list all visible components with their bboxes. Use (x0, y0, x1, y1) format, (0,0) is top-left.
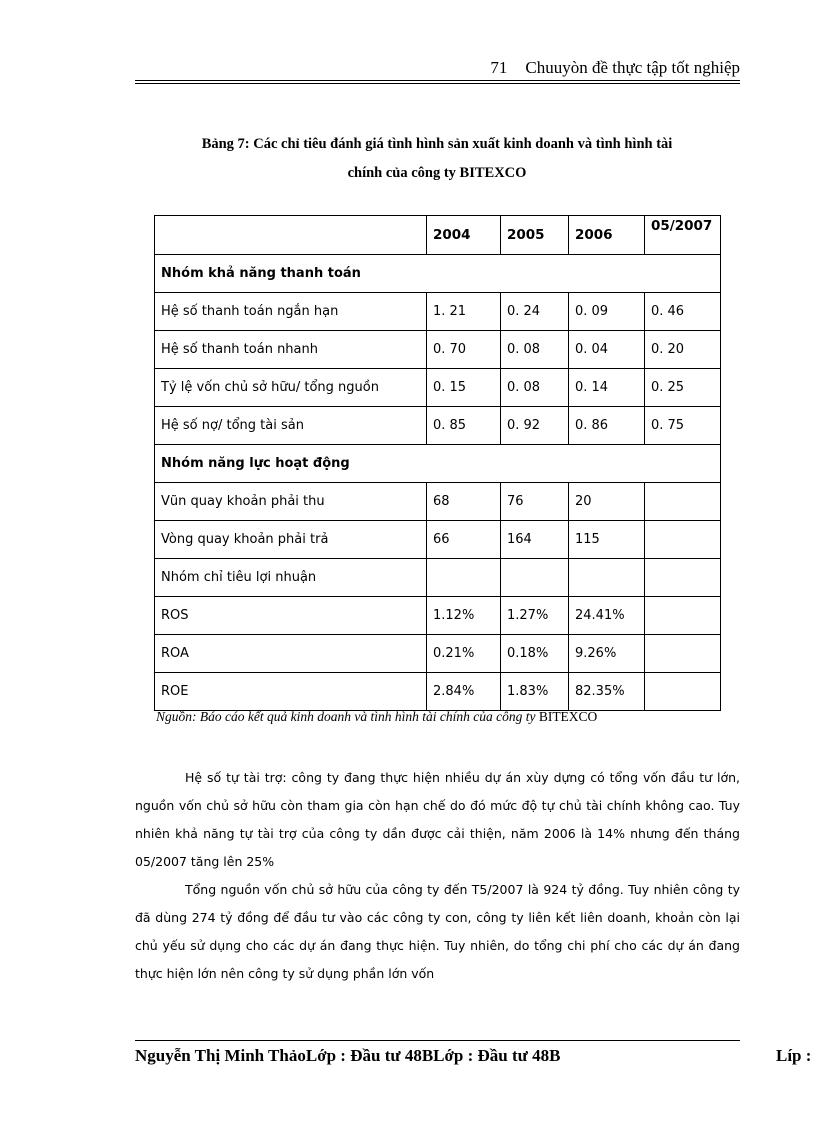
table-cell (645, 521, 721, 559)
table-cell (645, 483, 721, 521)
row-label: ROA (155, 635, 427, 673)
table-cell: 0. 46 (645, 293, 721, 331)
header-rule-thin (135, 83, 740, 84)
source-text: Nguồn: Báo cáo kết quả kinh doanh và tình hình tài chính của công ty (156, 709, 536, 724)
table-cell: 2.84% (427, 673, 501, 711)
table-cell: 0. 86 (569, 407, 645, 445)
table-row (155, 559, 721, 597)
table-row (155, 369, 721, 407)
table-cell: 66 (427, 521, 501, 559)
caption-line-1: Bảng 7: Các chỉ tiêu đánh giá tình hình sản xuất kinh doanh và tình hình tài (201, 136, 673, 152)
table-cell: 76 (501, 483, 569, 521)
table-cell: 20 (569, 483, 645, 521)
table-cell: 0. 75 (645, 407, 721, 445)
table-cell: 1.83% (501, 673, 569, 711)
table-cell: 9.26% (569, 635, 645, 673)
row-label: Vũn quay khoản phải thu (155, 483, 427, 521)
table-cell: 1.12% (427, 597, 501, 635)
footer-class: Líp : (776, 1046, 812, 1065)
year-header: 2005 (501, 216, 569, 255)
row-label: Hệ số thanh toán nhanh (155, 331, 427, 369)
table-cell: 1. 21 (427, 293, 501, 331)
table-row (155, 483, 721, 521)
table-cell (427, 559, 501, 597)
footer-rule (135, 1040, 740, 1041)
row-label: Hệ số thanh toán ngắn hạn (155, 293, 427, 331)
table-cell: 115 (569, 521, 645, 559)
table-cell: 164 (501, 521, 569, 559)
table-cell (645, 559, 721, 597)
table-cell: 24.41% (569, 597, 645, 635)
table-row (155, 521, 721, 559)
row-label: Nhóm chỉ tiêu lợi nhuận (155, 559, 427, 597)
table-cell: 0.18% (501, 635, 569, 673)
table-cell (645, 635, 721, 673)
table-caption (140, 130, 734, 188)
table-cell (645, 673, 721, 711)
table-cell (645, 597, 721, 635)
row-label: Vòng quay khoản phải trả (155, 521, 427, 559)
table-row (155, 331, 721, 369)
table-cell: 0. 24 (501, 293, 569, 331)
table-cell: 0. 08 (501, 331, 569, 369)
header-title: Chuuyòn đề thực tập tốt nghiệp (525, 58, 740, 77)
row-label: ROE (155, 673, 427, 711)
footer-author: Nguyễn Thị Minh ThảoLớp : Đầu tư 48BLớp : Đầu tư 48B (135, 1046, 561, 1065)
header-blank-cell (155, 216, 427, 255)
table-cell: 68 (427, 483, 501, 521)
table-cell: 1.27% (501, 597, 569, 635)
paragraph: Hệ số tự tài trợ: công ty đang thực hiện nhiều dự án xùy dựng có tổng vốn đầu tư lớn, nguồn vốn chủ sở hữu còn tham gia còn hạn chế do đó mức độ tự chủ tài chính không cao. Tuy nhiên khả năng tự tài trợ của công ty dần được cải thiện, năm 2006 là 14% nhưng đến tháng 05/2007 tăng lên 25% (135, 770, 740, 869)
table-cell: 0.21% (427, 635, 501, 673)
group-label: Nhóm năng lực hoạt động (155, 445, 721, 483)
table-cell: 0. 15 (427, 369, 501, 407)
paragraph: Tổng nguồn vốn chủ sở hữu của công ty đến T5/2007 là 924 tỷ đồng. Tuy nhiên công ty đã dùng 274 tỷ đồng để đầu tư vào các công ty con, công ty liên kết liên doanh, khoản còn lại chủ yếu sử dụng cho các dự án đang thực hiện. Tuy nhiên, do tổng chi phí cho các dự án đang thực hiện lớn nên công ty sử dụng phần lớn vốn (135, 882, 740, 981)
table-cell: 0. 70 (427, 331, 501, 369)
body-text (135, 764, 740, 988)
table-row (155, 407, 721, 445)
table-cell: 0. 04 (569, 331, 645, 369)
page-header (135, 58, 740, 80)
year-header: 05/2007 (645, 216, 721, 255)
table-cell: 0. 25 (645, 369, 721, 407)
table-row (155, 635, 721, 673)
table-header-row (155, 216, 721, 255)
table-row (155, 597, 721, 635)
group-row (155, 255, 721, 293)
table-source-note (156, 709, 756, 725)
row-label: Hệ số nợ/ tổng tài sản (155, 407, 427, 445)
year-header: 2006 (569, 216, 645, 255)
table-cell (569, 559, 645, 597)
table-row (155, 673, 721, 711)
year-header: 2004 (427, 216, 501, 255)
table-cell: 0. 85 (427, 407, 501, 445)
table-cell: 0. 92 (501, 407, 569, 445)
row-label: Tỷ lệ vốn chủ sở hữu/ tổng nguồn (155, 369, 427, 407)
table-row (155, 293, 721, 331)
financial-indicators-table (154, 215, 721, 711)
table-cell: 0. 09 (569, 293, 645, 331)
table-cell: 0. 08 (501, 369, 569, 407)
table-cell: 82.35% (569, 673, 645, 711)
table-cell (501, 559, 569, 597)
caption-line-2: chính của công ty BITEXCO (347, 165, 527, 181)
page-number: 71 (490, 58, 508, 77)
group-label: Nhóm khả năng thanh toán (155, 255, 721, 293)
header-rule (135, 80, 740, 81)
table-cell: 0. 14 (569, 369, 645, 407)
source-company: BITEXCO (538, 709, 598, 724)
row-label: ROS (155, 597, 427, 635)
group-row (155, 445, 721, 483)
table-cell: 0. 20 (645, 331, 721, 369)
